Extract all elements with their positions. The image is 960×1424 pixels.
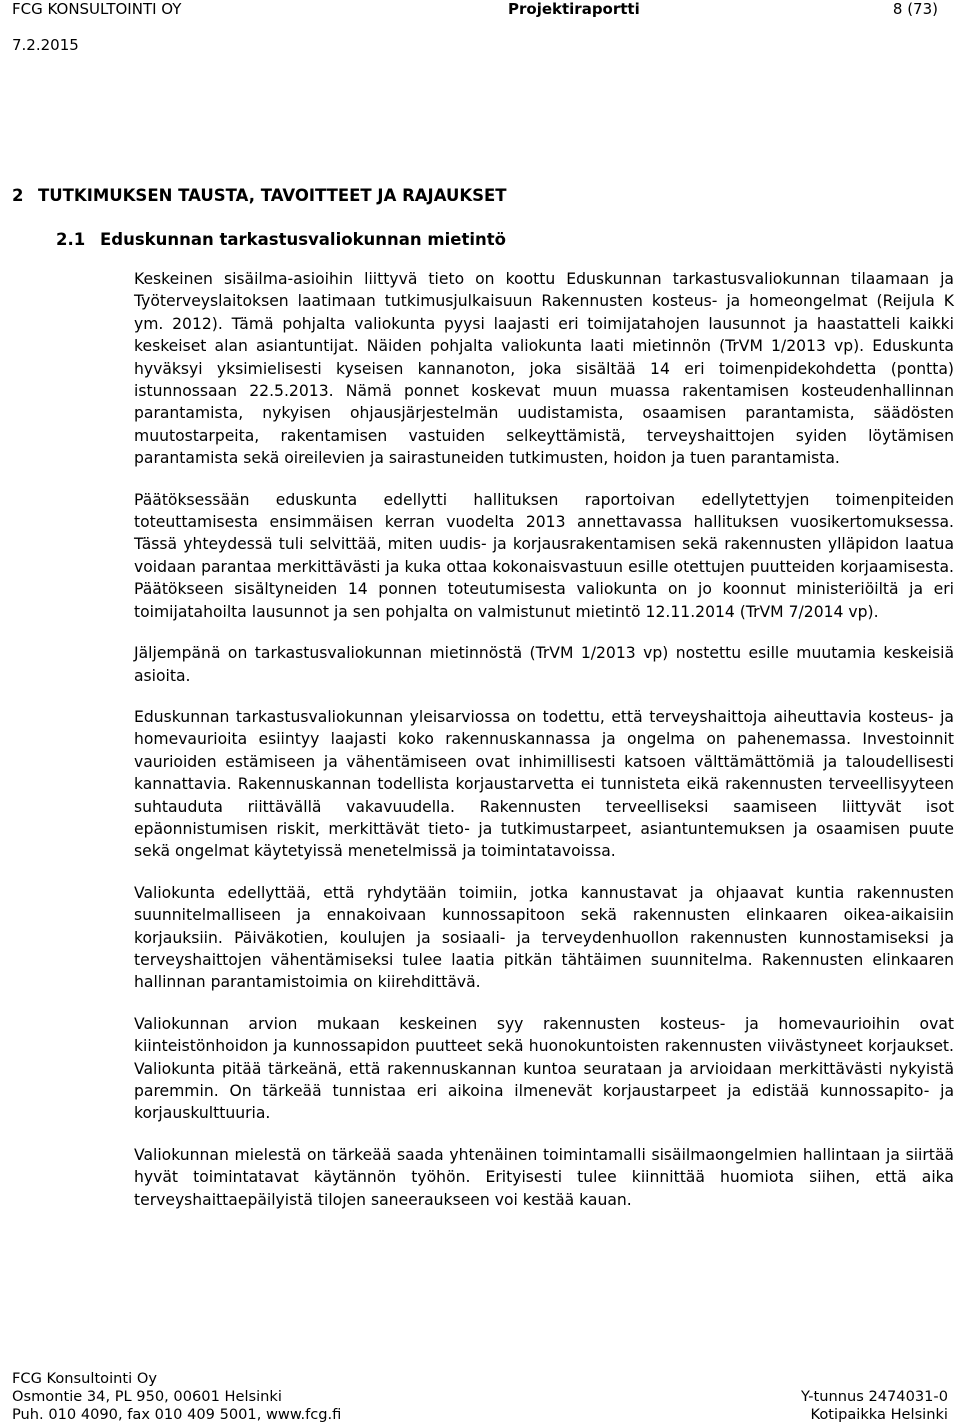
page-header — [12, 0, 948, 56]
footer-business-id: Y-tunnus 2474031-0 — [801, 1388, 948, 1405]
header-report-title: Projektiraportti — [508, 0, 640, 18]
paragraph: Eduskunnan tarkastusvaliokunnan yleisarviossa on todettu, että terveyshaittoja aiheuttavia kosteus- ja homevaurioita esiintyy laajasti koko rakennuskannassa ja ongelma on pahenemassa. Investoinnit vaurioiden estämiseen ja vähentämiseen ovat inhimillisesti katsoen välttämättömiä ja taloudellisesti kannattavia. Rakennuskannan todellista korjaustarvetta ei tunnisteta eikä rakennusten terveellisyyteen suhtauduta riittävällä vakavuudella. Rakennusten terveelliseksi saamiseen liittyvät isot epäonnistumisen riskit, merkittävät tieto- ja tutkimustarpeet, asiantuntemuksen ja osaamisen puute sekä ongelmat käytetyissä menetelmissä ja toimintatavoissa. — [134, 707, 954, 861]
paragraph: Valiokunnan mielestä on tärkeää saada yhtenäinen toimintamalli sisäilmaongelmien hallintaan ja siirtää hyvät toimintatavat käytännön työhön. Erityisesti tulee kiinnittää huomiota siihen, että aika terveyshaittaepäilyistä tilojen saneeraukseen voi kestää kauan. — [134, 1145, 954, 1209]
subsection-heading — [56, 230, 506, 249]
paragraph: Keskeinen sisäilma-asioihin liittyvä tieto on koottu Eduskunnan tarkastusvaliokunnan tilaamaan ja Työterveyslaitoksen laatimaan tutkimusjulkaisuun Rakennusten kosteus- ja homeongelmat (Reijula K ym. 2012). Tämä pohjalta valiokunta pyysi laajasti eri toimijatahojen lausunnot ja haastatteli kaikki keskeiset alan asiantuntijat. Näiden pohjalta valiokunta laati mietinnön (TrVM 1/2013 vp). Eduskunta hyväksyi yksimielisesti kyseisen kannanoton, joka sisältää 14 eri toimenpidekohdetta (pontta) istunnossaan 22.5.2013. Nämä ponnet koskevat muun muassa rakentamisen kosteudenhallinnan parantamista, nykyisen ohjausjärjestelmän uudistamista, osaamisen parantamista, säädösten muutostarpeita, rakentamisen vastuiden selkeyttämistä, terveyshaittojen syiden löytämisen parantamista sekä oireilevien ja sairastuneiden tutkimusten, hoidon ja tuen parantamista. — [134, 270, 954, 468]
paragraph: Valiokunta edellyttää, että ryhdytään toimiin, jotka kannustavat ja ohjaavat kuntia rakennusten suunnitelmalliseen ja ennakoivaan kunnossapitoon sekä rakennusten elinkaaren oikea-aikaisiin korjauksiin. Päiväkotien, koulujen ja sosiaali- ja terveydenhuollon rakennusten kunnostamiseksi ja terveyshaittojen vähentämiseksi tulee laatia pitkän tähtäimen suunnitelma. Rakennusten elinkaaren hallinnan parantamistoimia on kiirehdittävä. — [134, 883, 954, 992]
paragraph: Jäljempänä on tarkastusvaliokunnan mietinnöstä (TrVM 1/2013 vp) nostettu esille muutamia keskeisiä asioita. — [134, 644, 954, 685]
footer-phone: Puh. 010 4090, fax 010 409 5001, www.fcg.fi — [12, 1406, 342, 1423]
footer-contact-block — [12, 1370, 341, 1424]
footer-domicile: Kotipaikka Helsinki — [810, 1406, 948, 1423]
subsection-title: Eduskunnan tarkastusvaliokunnan mietintö — [100, 230, 506, 249]
paragraph: Päätöksessään eduskunta edellytti hallituksen raportoivan edellytettyjen toimenpiteiden toteuttamisesta ensimmäisen kerran vuodelta 2013 annettavassa hallituksen vuosikertomuksessa. Tässä yhteydessä tuli selvittää, miten uudis- ja korjausrakentamisen sekä rakennusten ylläpidon laatua voidaan parantaa merkittävästi ja kuka ottaa kokonaisvastuun esille otettujen puutteiden korjaamisesta. Päätökseen sisältyneiden 14 ponnen toteutumisesta valiokunta on jo koonnut ministeriöiltä ja eri toimijatahoilta lausunnot ja sen pohjalta on valmistunut mietintö 12.11.2014 (TrVM 7/2014 vp). — [134, 490, 954, 621]
header-page-number: 8 (73) — [892, 0, 938, 18]
section-heading — [12, 186, 507, 205]
subsection-number: 2.1 — [56, 230, 86, 249]
header-company: FCG KONSULTOINTI OY — [12, 0, 182, 18]
footer-company: FCG Konsultointi Oy — [12, 1370, 157, 1387]
body-text — [134, 268, 954, 1211]
section-title: TUTKIMUKSEN TAUSTA, TAVOITTEET JA RAJAUKSET — [38, 186, 507, 205]
paragraph: Valiokunnan arvion mukaan keskeinen syy rakennusten kosteus- ja homevaurioihin ovat kiinteistönhoidon ja kunnossapidon puutteet sekä huonokuntoisten rakennusten viivästyneet korjaukset. Valiokunta pitää tärkeänä, että rakennuskannan kuntoa seurataan ja arvioidaan merkittävästi nykyistä paremmin. On tärkeää tunnistaa eri aikoina ilmenevät korjaustarpeet ja edistää kunnossapito- ja korjauskulttuuria. — [134, 1014, 954, 1123]
footer-registration-block — [801, 1388, 948, 1424]
section-number: 2 — [12, 186, 24, 205]
footer-address: Osmontie 34, PL 950, 00601 Helsinki — [12, 1388, 282, 1405]
header-date: 7.2.2015 — [12, 36, 79, 54]
